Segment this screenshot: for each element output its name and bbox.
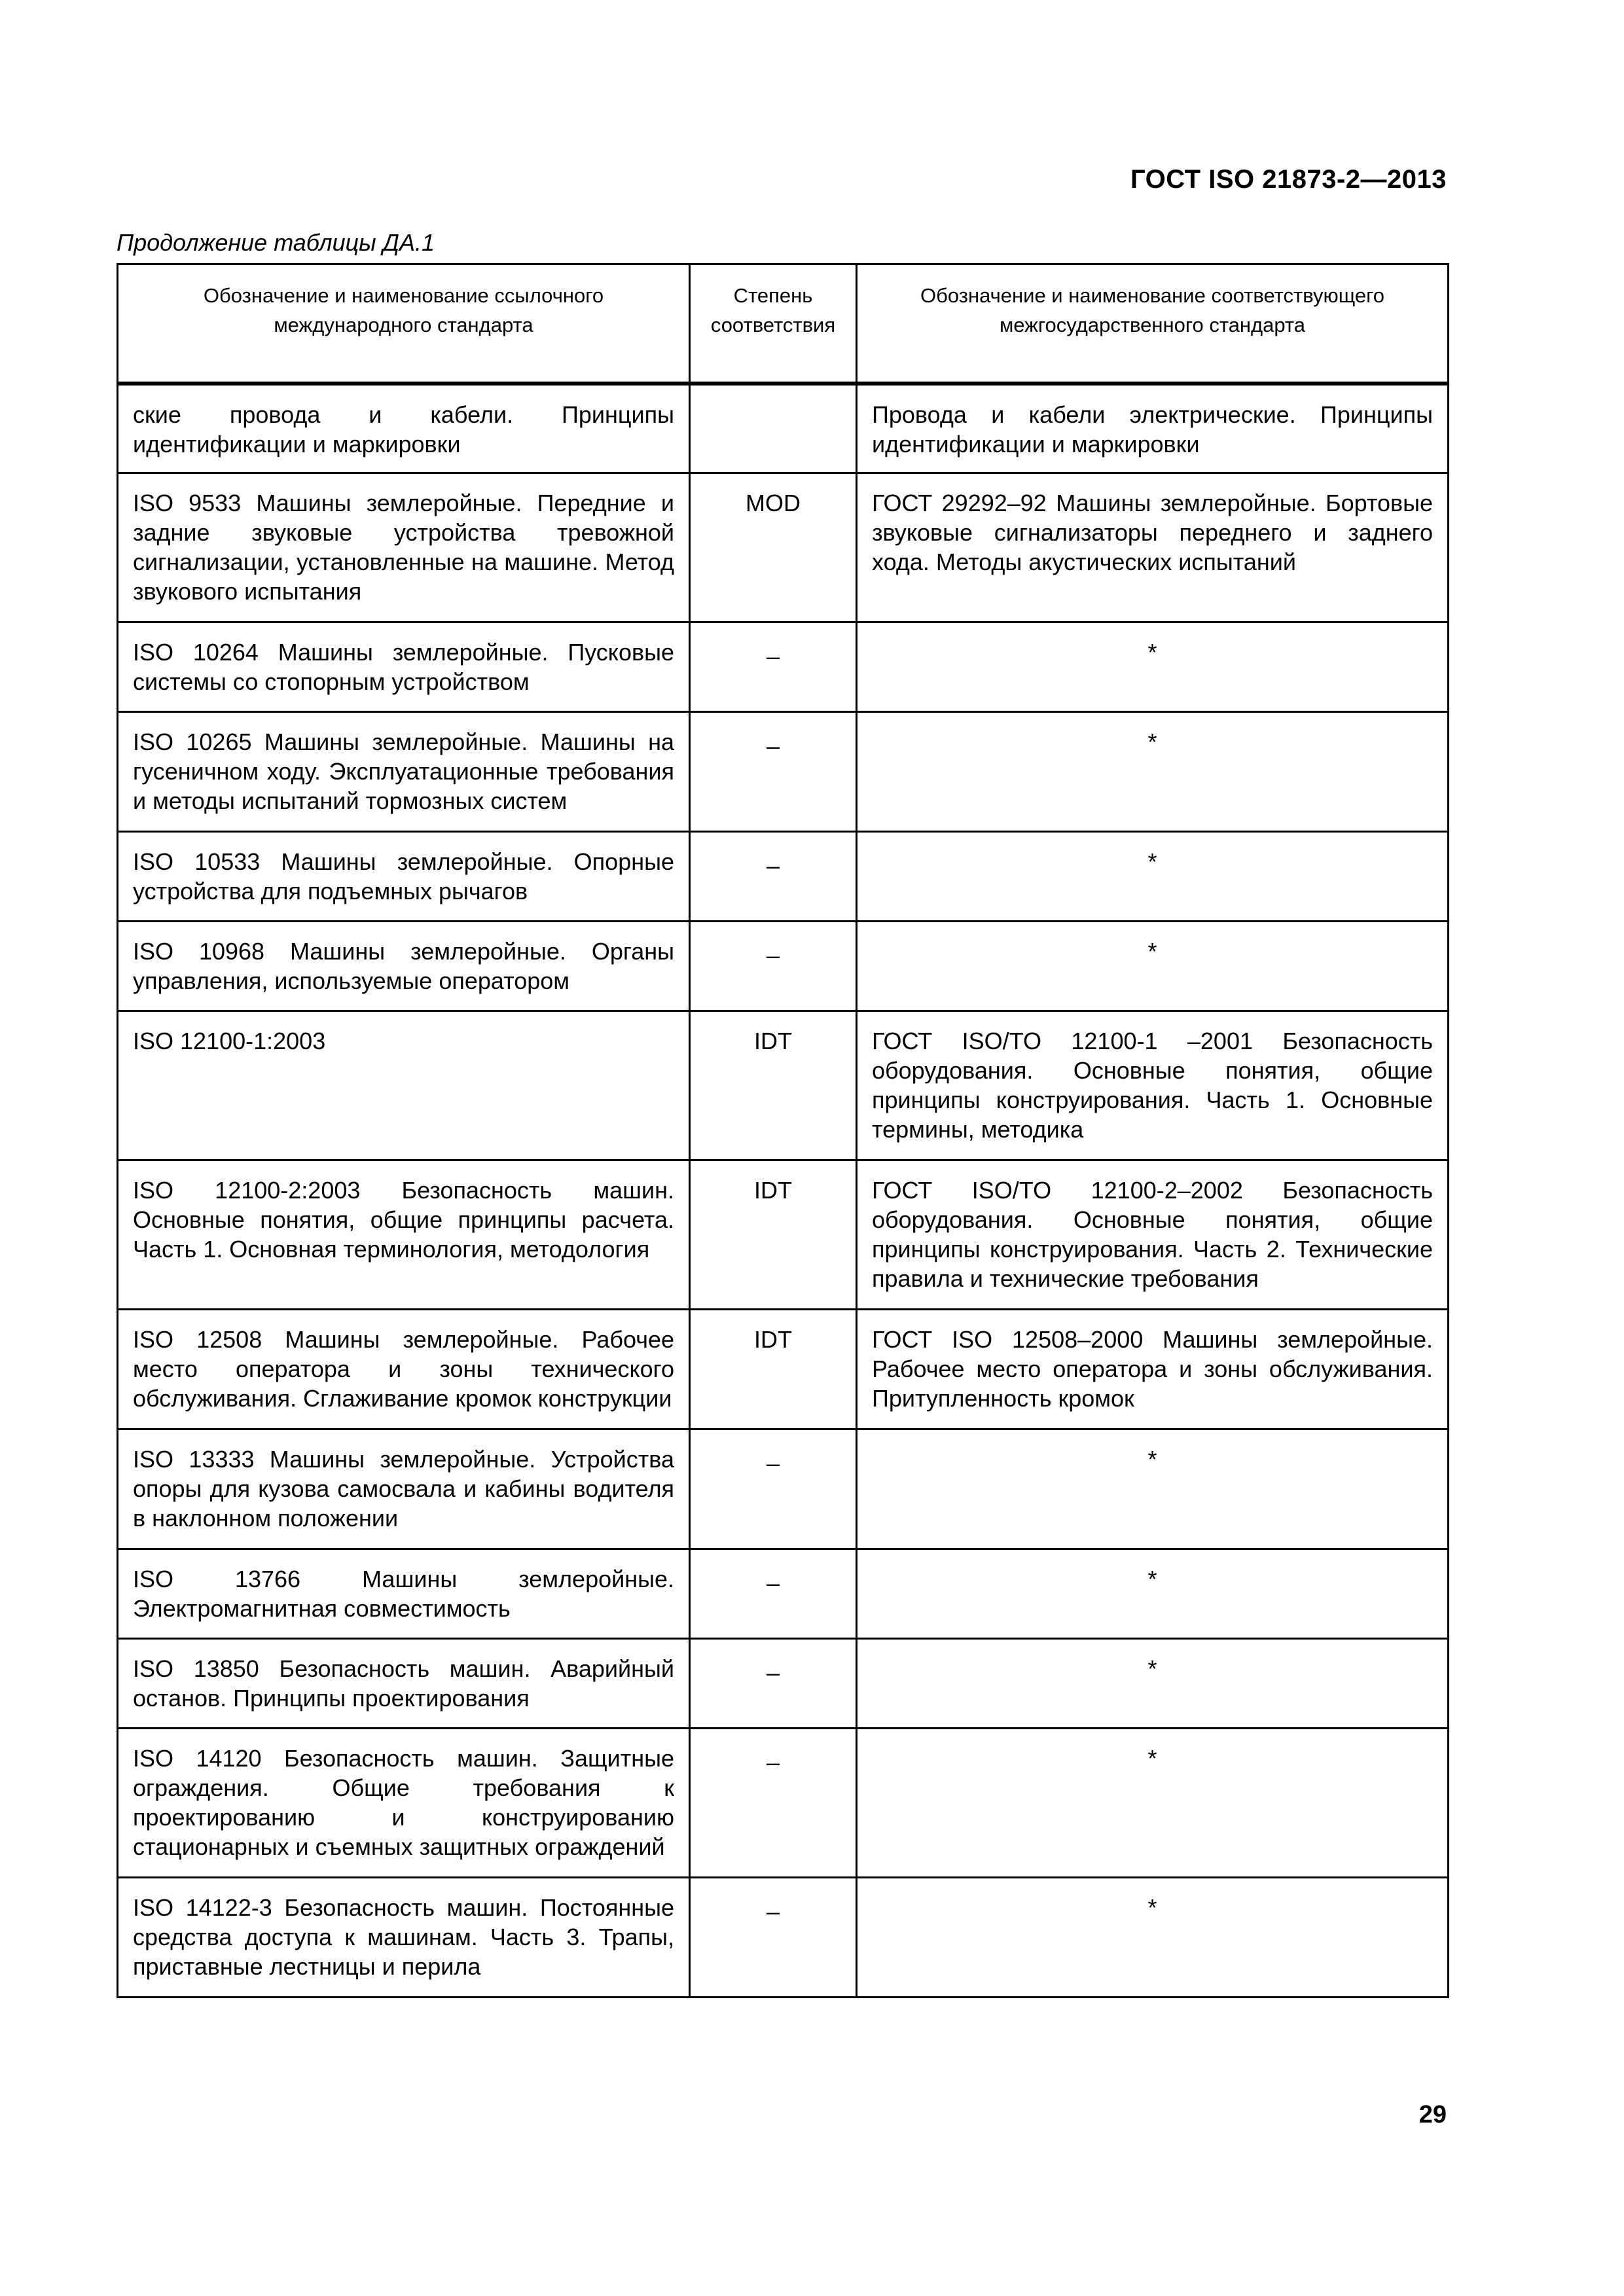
- cell-interstate-standard: *: [857, 922, 1449, 1011]
- cell-compliance-degree: –: [690, 922, 857, 1011]
- cell-compliance-degree: –: [690, 832, 857, 922]
- cell-international-standard: ISO 13850 Безопасность машин. Аварийный останов. Принципы проектирования: [118, 1639, 690, 1729]
- cell-interstate-standard: *: [857, 1878, 1449, 1998]
- cell-international-standard: ISO 10533 Машины землеройные. Опорные устройства для подъемных рычагов: [118, 832, 690, 922]
- column-header-international-standard: Обозначение и наименование ссылочного международного стандарта: [118, 264, 690, 384]
- cell-compliance-degree: –: [690, 1429, 857, 1549]
- cell-compliance-degree: IDT: [690, 1011, 857, 1160]
- table-row: [118, 622, 1449, 712]
- cell-compliance-degree: –: [690, 712, 857, 832]
- cell-international-standard: ISO 13333 Машины землеройные. Устройства опоры для кузова самосвала и кабины водителя в наклонном положении: [118, 1429, 690, 1549]
- cell-international-standard: ISO 12508 Машины землеройные. Рабочее место оператора и зоны технического обслуживания. Сглаживание кромок конструкции: [118, 1310, 690, 1429]
- table-header: [118, 264, 1449, 384]
- cell-international-standard: ISO 14122-3 Безопасность машин. Постоянные средства доступа к машинам. Часть 3. Трапы, приставные лестницы и перила: [118, 1878, 690, 1998]
- cell-international-standard: ISO 10264 Машины землеройные. Пусковые системы со стопорным устройством: [118, 622, 690, 712]
- document-code: ГОСТ ISO 21873-2—2013: [1130, 165, 1447, 194]
- cell-international-standard: ISO 13766 Машины землеройные. Электромагнитная совместимость: [118, 1549, 690, 1639]
- page-number: 29: [1418, 2101, 1447, 2128]
- cell-compliance-degree: –: [690, 1549, 857, 1639]
- cell-interstate-standard: ГОСТ ISO/TO 12100-2–2002 Безопасность оборудования. Основные понятия, общие принципы конструирования. Часть 2. Технические правила и технические требования: [857, 1160, 1449, 1310]
- cell-interstate-standard: *: [857, 1549, 1449, 1639]
- column-header-interstate-standard: Обозначение и наименование соответствующего межгосударственного стандарта: [857, 264, 1449, 384]
- cell-interstate-standard: ГОСТ 29292–92 Машины землеройные. Бортовые звуковые сигнализаторы переднего и заднего хода. Методы акустических испытаний: [857, 473, 1449, 622]
- cell-compliance-degree: –: [690, 1729, 857, 1878]
- cell-compliance-degree: –: [690, 1639, 857, 1729]
- cell-interstate-standard: *: [857, 1729, 1449, 1878]
- cell-interstate-standard: *: [857, 1639, 1449, 1729]
- table-row: [118, 832, 1449, 922]
- cell-interstate-standard: *: [857, 832, 1449, 922]
- table-row: [118, 712, 1449, 832]
- cell-interstate-standard: ГОСТ ISO/TO 12100-1 –2001 Безопасность оборудования. Основные понятия, общие принципы конструирования. Часть 1. Основные термины, методика: [857, 1011, 1449, 1160]
- cell-international-standard: ISO 12100-2:2003 Безопасность машин. Основные понятия, общие принципы расчета. Часть 1. Основная терминология, методология: [118, 1160, 690, 1310]
- table-body: [118, 384, 1449, 1998]
- table-row: [118, 473, 1449, 622]
- cell-international-standard: ISO 14120 Безопасность машин. Защитные ограждения. Общие требования к проектированию и конструированию стационарных и съемных защитных ограждений: [118, 1729, 690, 1878]
- cell-compliance-degree: –: [690, 1878, 857, 1998]
- cell-compliance-degree: MOD: [690, 473, 857, 622]
- table-row: [118, 1160, 1449, 1310]
- cell-international-standard: ISO 10265 Машины землеройные. Машины на гусеничном ходу. Эксплуатационные требования и методы испытаний тормозных систем: [118, 712, 690, 832]
- table-row: [118, 1011, 1449, 1160]
- cell-international-standard: ISO 10968 Машины землеройные. Органы управления, используемые оператором: [118, 922, 690, 1011]
- cell-international-standard: ские провода и кабели. Принципы идентификации и маркировки: [118, 384, 690, 473]
- cell-international-standard: ISO 9533 Машины землеройные. Передние и задние звуковые устройства тревожной сигнализации, установленные на машине. Метод звукового испытания: [118, 473, 690, 622]
- column-header-compliance-degree: Степень соответствия: [690, 264, 857, 384]
- table-row: [118, 1729, 1449, 1878]
- table-row: [118, 384, 1449, 473]
- cell-international-standard: ISO 12100-1:2003: [118, 1011, 690, 1160]
- table-row: [118, 1639, 1449, 1729]
- cell-interstate-standard: *: [857, 712, 1449, 832]
- table-caption: Продолжение таблицы ДА.1: [117, 229, 435, 256]
- cell-compliance-degree: –: [690, 622, 857, 712]
- cell-interstate-standard: Провода и кабели электрические. Принципы идентификации и маркировки: [857, 384, 1449, 473]
- cell-interstate-standard: *: [857, 1429, 1449, 1549]
- cell-compliance-degree: IDT: [690, 1160, 857, 1310]
- table-row: [118, 1549, 1449, 1639]
- table-row: [118, 1429, 1449, 1549]
- table-row: [118, 1310, 1449, 1429]
- header-row: [118, 264, 1449, 384]
- cell-interstate-standard: ГОСТ ISO 12508–2000 Машины землеройные. Рабочее место оператора и зоны обслуживания. Притупленность кромок: [857, 1310, 1449, 1429]
- cell-interstate-standard: *: [857, 622, 1449, 712]
- table-row: [118, 922, 1449, 1011]
- cell-compliance-degree: [690, 384, 857, 473]
- standards-table: [117, 263, 1449, 1998]
- table-row: [118, 1878, 1449, 1998]
- cell-compliance-degree: IDT: [690, 1310, 857, 1429]
